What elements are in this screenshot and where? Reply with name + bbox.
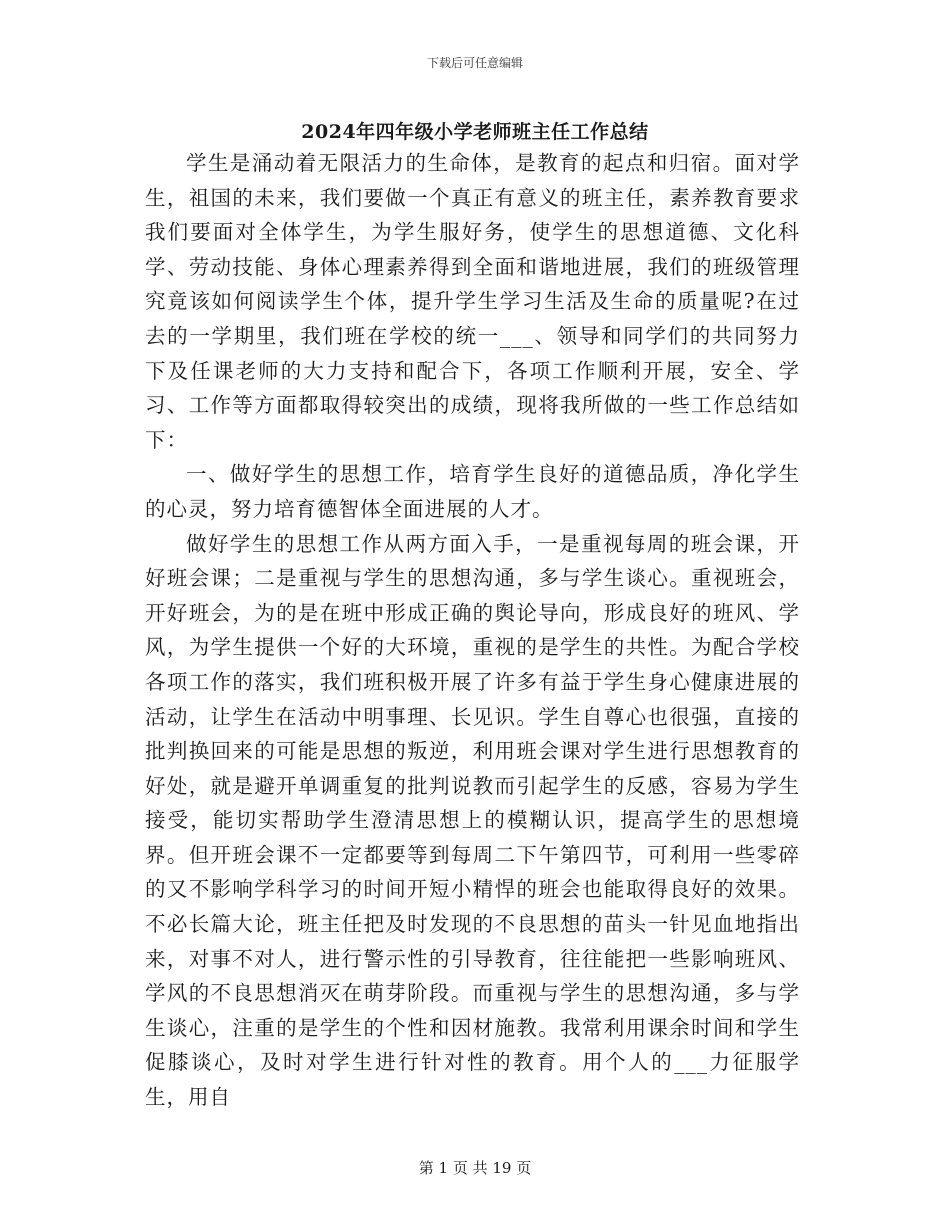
paragraph-body: 做好学生的思想工作从两方面入手，一是重视每周的班会课，开好班会课；二是重视与学生的思想沟通，多与学生谈心。重视班会，开好班会，为的是在班中形成正确的舆论导向，形成良好的班风、学风，为学生提供一个好的大环境，重视的是学生的共性。为配合学校各项工作的落实，我们班积极开展了许多有益于学生身心健康进展的活动，让学生在活动中明事理、长见识。学生自尊心也很强，直接的批判换回来的可能是思想的叛逆，利用班会课对学生进行思想教育的好处，就是避开单调重复的批判说教而引起学生的反感，容易为学生接受，能切实帮助学生澄清思想上的模糊认识，提高学生的思想境界。但开班会课不一定都要等到每周二下午第四节，可利用一些零碎的又不影响学科学习的时间开短小精悍的班会也能取得良好的效果。不必长篇大论，班主任把及时发现的不良思想的苗头一针见血地指出来，对事不对人，进行警示性的引导教育，往往能把一些影响班风、学风的不良思想消灭在萌芽阶段。而重视与学生的思想沟通，多与学生谈心，注重的是学生的个性和因材施教。我常利用课余时间和学生促膝谈心，及时对学生进行针对性的教育。用个人的___力征服学生，用自 [145,531,800,1110]
document-title: 2024年四年级小学老师班主任工作总结 [301,121,649,143]
paragraph-intro: 学生是涌动着无限活力的生命体，是教育的起点和归宿。面对学生，祖国的未来，我们要做一个真正有意义的班主任，素养教育要求我们要面对全体学生，为学生服好务，使学生的思想道德、文化科学、劳动技能、身体心理素养得到全面和谐地进展，我们的班级管理究竟该如何阅读学生个体，提升学生学习生活及生命的质量呢?在过去的一学期里，我们班在学校的统一___、领导和同学们的共同努力下及任课老师的大力支持和配合下，各项工作顺利开展，安全、学习、工作等方面都取得较突出的成绩，现将我所做的一些工作总结如下： [145,151,800,452]
page-header-note: 下载后可任意编辑 [426,56,523,70]
document-body [145,146,800,1115]
page-number: 第 1 页 共 19 页 [418,1159,532,1177]
paragraph-section-heading: 一、做好学生的思想工作，培育学生良好的道德品质，净化学生的心灵，努力培育德智体全面进展的人才。 [145,462,800,521]
